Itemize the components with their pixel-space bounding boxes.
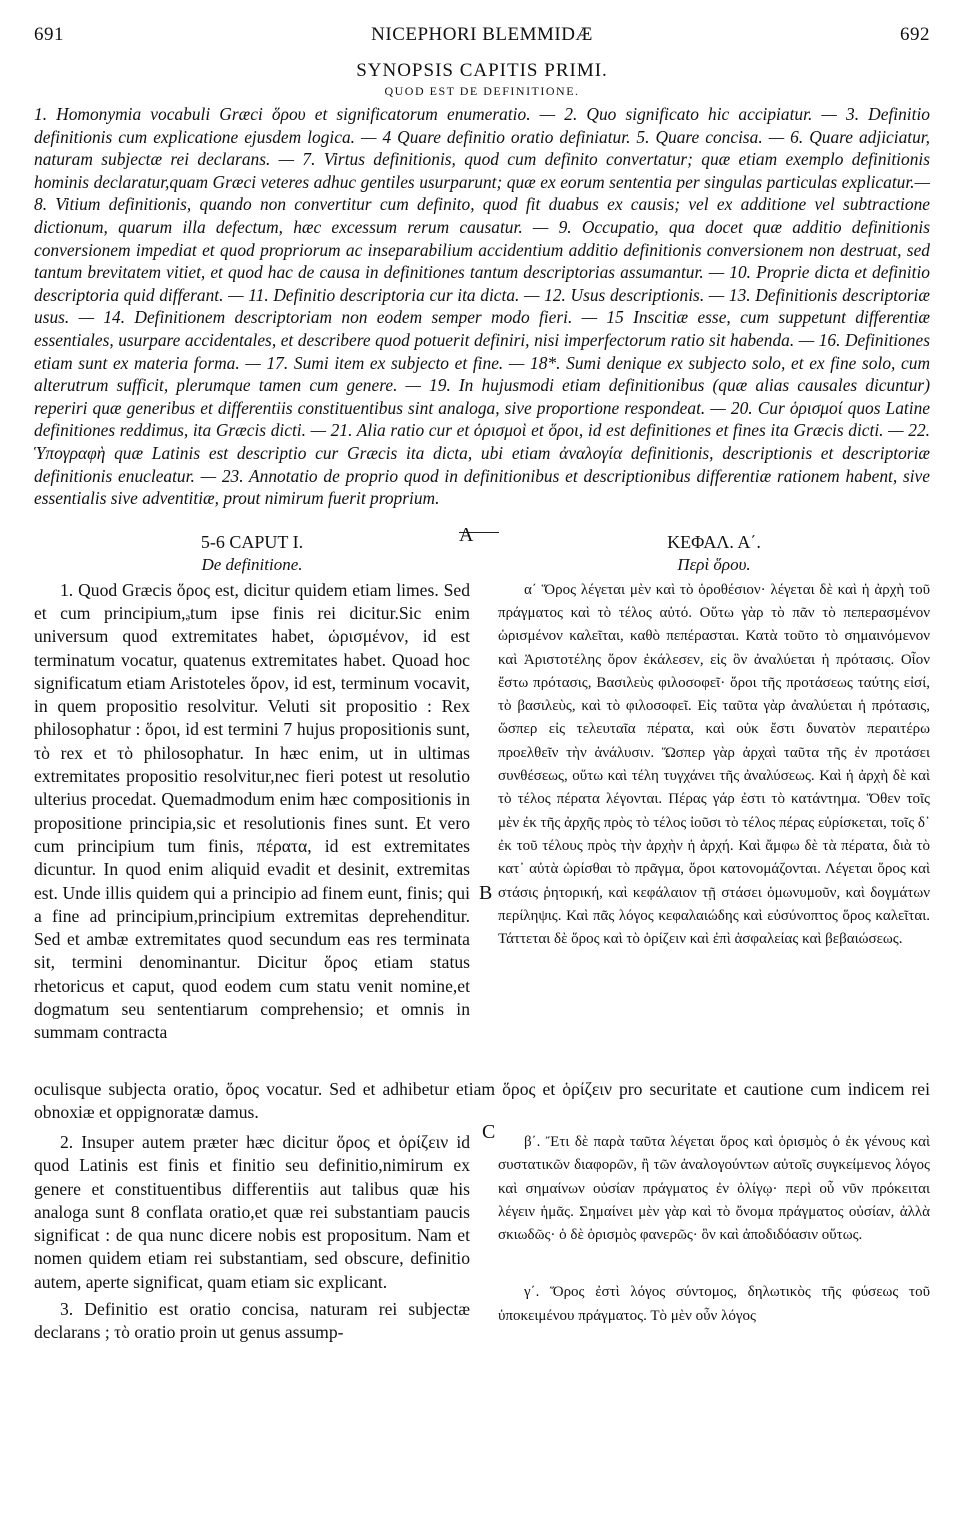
document-page [34, 24, 930, 1524]
greek-paragraph-2: β΄. Ἔτι δὲ παρὰ ταῦτα λέγεται ὅρος καὶ ὁρισμὸς ὁ ἐκ γένους καὶ συστατικῶν διαφορῶν, ἢ τῶν ἀναλογούντων αὐτοῖς συγκείμενος λόγος καὶ σημαίνων οὐσίαν πράγματος ἐν ὀλίγῳ· περὶ οὗ νῦν πρόκειται λέγειν ἡμᾶς. Σημαίνει μὲν γὰρ καὶ τὸ ὄνομα πράγματος οὐσίαν, ἀλλὰ σκιωδῶς· ὁ δὲ ὁρισμὸς φανερῶς· ὃν καὶ ἀποδιδόασιν οὕτως. [498, 1134, 930, 1244]
greek-paragraph-1: α΄ Ὅρος λέγεται μὲν καὶ τὸ ὁροθέσιον· λέγεται δὲ καὶ ἡ ἀρχὴ τοῦ πράγματος καὶ τὸ τέλος αὐτό. Οὕτω γὰρ τὸ πᾶν τὸ πεπερασμένον ὡρισμένον καλεῖται, καθὸ πεπέρασται. Κατὰ τοῦτο τὸ σημαινόμενον καὶ Ἀριστοτέλης ὅρον ἐκάλεσεν, εἰς ὃν ἀναλύεται ἡ πρότασις. Οἷον ἔστω πρότασις, Βασιλεὺς φιλοσοφεῖ· ὅροι τῆς προτάσεως ταύτης εἰσί, τὸ βασιλεὺς, καὶ τὸ φιλοσοφεῖ. Εἰς ταῦτα γὰρ ἀναλύεται ἡ πρότασις, ὥσπερ εἰς τελευταῖα πέρατα, καὶ οὐκ ἔστι δυνατὸν περαιτέρω προελθεῖν τὴν ἀνάλυσιν. Ὥσπερ γὰρ ἀρχαὶ ταῦτα τῆς ἐν προτάσει συνθέσεως, οὕτω καὶ τέλη τυγχάνει τῆς ἀναλύσεως. Καὶ ἡ ἀρχὴ δὲ καὶ τὸ τέλος πέρατα λέγονται. Πέρας γάρ ἐστι τὸ κατάντημα. Ὅθεν τοῖς μὲν ἐκ τῆς ἀρχῆς πρὸς τὸ τέλος ἰοῦσι τὸ τέλος πέρας εὑρίσκεται, τοῖς δ᾽ ἐκ τοῦ τέλους πρὸς τὴν ἀρχὴν ἡ ἀρχή. Καὶ ἄμφω δὲ τὰ πέρατα, διὰ τὸ κατ᾽ αὐτὰ ὡρίσθαι τὸ πρᾶγμα, ὅροι κατονομάζονται. Λέγεται ὅρος καὶ στάσις ῥητορική, καὶ κεφάλαιον τῇ στάσει ὁμωνυμοῦν, καὶ δογμάτων περίληψις. Καὶ πᾶς λόγος κεφαλαιώδης καὶ εὐσύνοπτος ὅρος καλεῖται. Τάττεται δὲ ὅρος καὶ τὸ ὁρίζειν καὶ ἐπὶ ἀσφαλείας καὶ βεβαιώσεως. [498, 581, 930, 948]
latin-fullwidth-continuation: oculisque subjecta oratio, ὅρος vocatur. Sed et adhibetur etiam ὅρος et ὁρίζειν pro securitate et cautione cum indicem rei obnoxiæ et oppignoratæ damus. [34, 1079, 930, 1123]
greek-column [498, 532, 930, 952]
synopsis-summary [34, 103, 930, 510]
latin-chapter-subheading: De definitione. [201, 554, 303, 574]
greek-paragraph-3: γ΄. Ὅρος ἐστὶ λόγος σύντομος, δηλωτικὸς τῆς φύσεως τοῦ ὑποκειμένου πράγματος. Τὸ μὲν οὖν λόγος [498, 1284, 930, 1324]
latin-paragraph-1: 1. Quod Græcis ὅρος est, dicitur quidem etiam limes. Sed et cum principium,ₔtum ipse finis rei dicitur.Sic enim universum quod extremitates habet, ὡρισμένον, id est terminatum vocatur, quatenus extremitates habet. Quoad hoc significatum etiam Aristoteles ὅρον, id est, terminum vocavit, in quem propositio resolvitur. Veluti sit propositio : Rex philosophatur : ὅροι, id est termini 7 hujus propositionis sunt, τὸ rex et τὸ philosophatur. In hæc enim, ut in ultimas extremitates propositio resolvitur,nec fieri potest ut resolutio ulterius procedat. Quemadmodum enim hæc compositionis in propositione principia,sic et resolutionis fines sunt. Et vero cum principium tum finis, πέρατα, id est extremitates dicuntur. In quod enim aliquid evadit et desinit, extremitas est. Unde illis quidem qui a principio ad finem eunt, finis; qui a fine ad principium,principium extremitas deprehenditur. Sed et ambæ extremitates quod secundum eas res terminata sit, termini denominantur. Dicitur ὅρος etiam status rhetoricus et caput, quod eodem cum statu venit nomine,et dogmatum seu sententiarum comprehensio; et omnis in summam contracta [34, 579, 470, 1043]
synopsis-subtitle: QUOD EST DE DEFINITIONE. [384, 84, 580, 98]
greek-column-lower [498, 1127, 930, 1328]
latin-paragraph-3: 3. Definitio est oratio concisa, naturam rei subjectæ declarans ; τὸ oratio proin ut genus assump- [34, 1299, 470, 1343]
greek-chapter-subheading: Περὶ ὅρου. [677, 554, 751, 574]
page-number-left: 691 [34, 24, 64, 45]
margin-letter-c: C [482, 1121, 496, 1143]
lower-columns [34, 1121, 930, 1527]
running-title: NICEPHORI BLEMMIDÆ [371, 24, 593, 45]
greek-chapter-heading: ΚΕΦΑΛ. Α΄. [667, 531, 761, 552]
synopsis-title: SYNOPSIS CAPITIS PRIMI. [356, 60, 608, 81]
latin-column-lower [34, 1127, 470, 1345]
latin-paragraph-2: 2. Insuper autem præter hæc dicitur ὅρος et ὁρίζειν id quod Latinis est finis et finitio seu definitio,nimirum ex genere et constituentibus differentiis aut talibus quæ his analoga sunt 8 conflata oratio,et quæ rei substantiam paucis significat : de qua nunc dicere nobis est propositum. Nam et nomen quidem etiam rei substantiam, sed obscure, definitio autem, aperte significat, quam etiam sic explicant. [34, 1132, 470, 1292]
latin-column [34, 532, 470, 1045]
margin-letter-b: B [479, 881, 493, 904]
summary-text: 1. Homonymia vocabuli Græci ὅρου et significatorum enumeratio. — 2. Quo significato hic accipiatur. — 3. Definitio definitionis cum explicatione ejusdem logica. — 4 Quare definitio oratio definiatur. 5. Quare concisa. — 6. Quare adjiciatur, naturam subjectæ rei declarans. — 7. Virtus definitionis, quod cum definito convertatur; quæ etiam exemplo definitionis hominis declaratur,quam Græci veteres adhuc gentiles usurparunt; quæ ex eorum sententia per singulas particulas explicatur.— 8. Vitium definitionis, quando non convertitur cum definito, quod fit duabus ex causis; vel ex additione vel subtractione dictionum, quarum illa defectum, hæc excessum rerum causatur. — 9. Occupatio, qua docet quæ additio definitionis conversionem impediat et quod propriorum ac inseparabilium accidentium additio definitionis conversionem non destruat, sed tantum brevitatem vitiet, et quod hac de causa in definitiones tantum descriptorias assumantur. — 10. Proprie dicta et definitio descriptoria quid differant. — 11. Definitio descriptoria cur ita dicta. — 12. Usus descriptionis. — 13. Definitionis descriptoriæ usus. — 14. Definitionem descriptoriam non eodem semper modo fieri. — 15 Inscitiæ esse, cum suppetunt differentiæ essentiales, usurpare accidentales, et describere quod potuerit definiri, nisi imperfectorum ratio sit habenda. — 16. Definitiones etiam sunt ex materia forma. — 17. Sumi item ex subjecto et fine. — 18*. Sumi denique ex subjecto solo, et ex fine solo, cum alterutrum sufficit, plerumque tamen cum genere. — 19. In hujusmodi etiam definitionibus (quæ alias causales dicuntur) reperiri quæ generibus et differentiis constituentibus sint analoga, sive proportione respondeat. — 20. Cur ὁρισμοί quos Latine definitiones reddimus, ita Græcis dicti. — 21. Alia ratio cur et ὁρισμοὶ et ὅροι, id est definitiones et fines ita Græcis dicti. — 22. Ὑπογραφὴ quæ Latinis est descriptio cur Græcis ita dicta, ubi etiam ἀναλογία definitionis, descriptionis et descriptoriæ definitionis enucleatur. — 23. Annotatio de proprio quod in definitionibus et descriptionibus differentiæ rationem habent, sive essentialis sive adventitiæ, prout nimirum fuerit proprium. [34, 104, 930, 509]
latin-chapter-heading: 5-6 CAPUT I. [200, 531, 304, 552]
running-header [34, 24, 930, 50]
margin-letter-a: A [459, 523, 474, 546]
page-number-right: 692 [900, 24, 930, 45]
